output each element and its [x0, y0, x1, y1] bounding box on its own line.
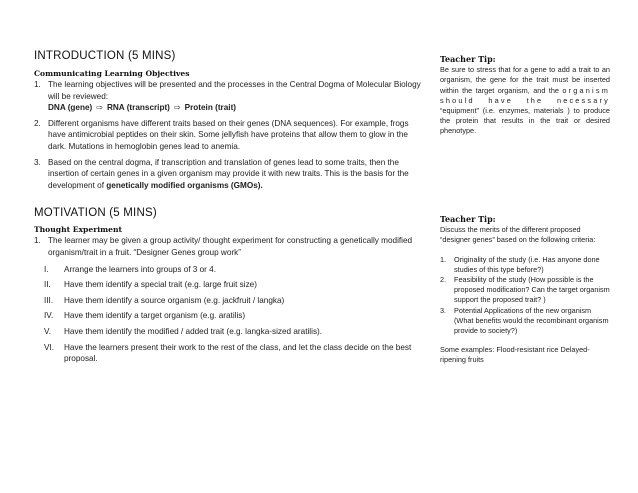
- step-text: Have them identify the modified / added trait (e.g. langka-sized aratilis).: [64, 326, 323, 336]
- main-column: [34, 50, 426, 365]
- step-number: IV.: [44, 311, 54, 321]
- flow-dna: DNA (gene): [48, 103, 93, 113]
- tip-examples: Some examples: Flood-resistant rice Delayed-ripening fruits: [440, 345, 590, 365]
- item-number: 1.: [34, 80, 41, 89]
- step-item: [34, 279, 426, 291]
- flow-protein: Protein (trait): [184, 103, 237, 113]
- list-item: [34, 157, 426, 192]
- step-number: VI.: [44, 342, 55, 352]
- arrow-icon: ⇨: [173, 103, 181, 113]
- step-number: I.: [44, 264, 49, 274]
- step-text: Have the learners present their work to the rest of the class, and let the class decide on the best proposal.: [64, 342, 412, 364]
- tip-title: Teacher Tip:: [440, 214, 496, 224]
- step-item: [34, 310, 426, 322]
- motivation-subheading: Thought Experiment: [34, 225, 122, 235]
- tip-text: Be sure to stress that for a gene to add a trait to an organism, the gene for the trait must be inserted within the target organism, and the organism should have the necessary “equipment” (i.e. enzymes, materials ) to produce the protein that results in the trait or desired phenotype.: [440, 65, 611, 136]
- step-number: II.: [44, 280, 51, 290]
- gmo-term: genetically modified organisms (GMOs).: [106, 180, 263, 190]
- item-number: 1.: [34, 236, 41, 246]
- item-text: The learner may be given a group activity/ thought experiment for constructing a genetically modified organism/trait in a fruit. “Designer Genes group work”: [48, 236, 413, 257]
- list-item: [34, 79, 426, 114]
- item-number: 3.: [34, 157, 41, 167]
- item-number: 2.: [34, 118, 41, 128]
- step-number: III.: [44, 295, 54, 305]
- step-number: V.: [44, 326, 51, 336]
- step-item: [34, 326, 426, 338]
- list-item: [34, 235, 426, 258]
- criteria-item: 2. Feasibility of the study (How possible is the proposed modification? Can the target organism support the proposed trait? ): [440, 275, 610, 305]
- step-item: [34, 295, 426, 307]
- step-item: [34, 342, 426, 365]
- introduction-heading: INTRODUCTION (5 MINS): [34, 50, 176, 62]
- step-item: [34, 264, 426, 276]
- criteria-list: [440, 255, 610, 337]
- list-item: [34, 118, 426, 153]
- teacher-tip-2: [440, 214, 610, 366]
- criteria-item: 3. Potential Applications of the new organism (What benefits would the recombinant organism provide to society?): [440, 305, 609, 336]
- step-text: Have them identify a special trait (e.g. large fruit size): [64, 280, 257, 290]
- item-text: The learning objectives will be presented and the processes in the Central Dogma of Molecular Biology will be reviewed:: [48, 80, 421, 101]
- item-text: Based on the central dogma, if transcription and translation of genes lead to some traits, then the insertion of certain genes in a given organism may provide it with new traits. This is the basis for the development of: [48, 157, 409, 190]
- central-dogma-flow: [48, 102, 426, 114]
- tip-intro: Discuss the merits of the different proposed “designer genes” based on the following criteria:: [440, 225, 596, 245]
- teacher-tip-1: [440, 54, 610, 137]
- step-text: Have them identify a source organism (e.g. jackfruit / langka): [64, 295, 285, 305]
- tip-title: Teacher Tip:: [440, 54, 496, 64]
- motivation-heading: MOTIVATION (5 MINS): [34, 207, 157, 220]
- criteria-item: 1. Originality of the study (i.e. Has anyone done studies of this type before?): [440, 254, 600, 274]
- arrow-icon: ⇨: [96, 103, 103, 113]
- introduction-subheading: Communicating Learning Objectives: [34, 69, 190, 78]
- item-text: Different organisms have different traits based on their genes (DNA sequences). For example, frogs have antimicrobial peptides on their skin. Some jellyfish have proteins that allow them to glow in the dark. Mutations in hemoglobin genes lead to anemia.: [48, 118, 409, 151]
- step-text: Have them identify a target organism (e.g. aratilis): [64, 311, 246, 321]
- flow-rna: RNA (transcript): [106, 103, 170, 113]
- step-text: Arrange the learners into groups of 3 or 4.: [64, 264, 217, 274]
